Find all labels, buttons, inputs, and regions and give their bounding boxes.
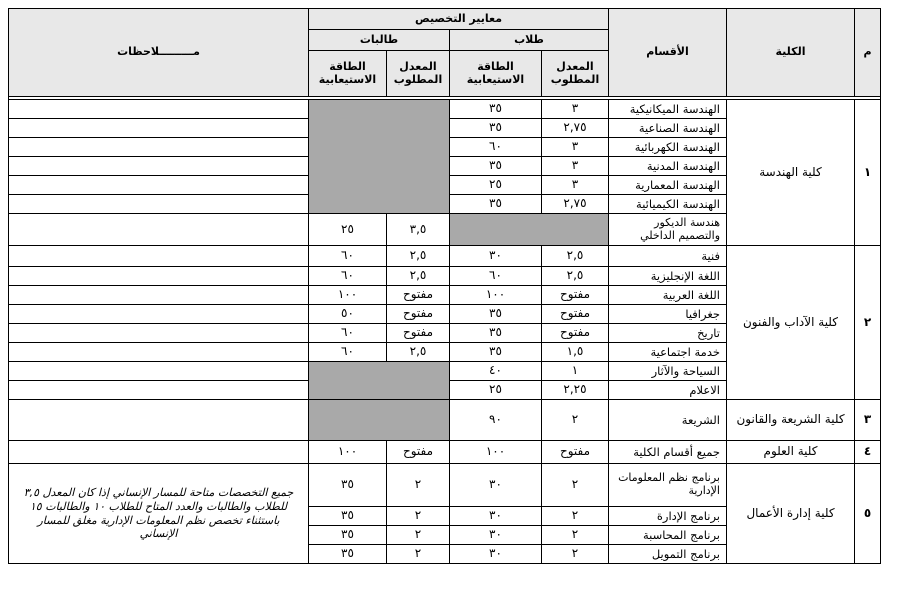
table-row bbox=[9, 464, 881, 507]
female-capacity-cell: ٣٥ bbox=[309, 464, 387, 507]
female-closed-cell bbox=[309, 400, 450, 441]
department-name: الهندسة الصناعية bbox=[609, 119, 727, 138]
header-index: م bbox=[855, 9, 881, 97]
male-capacity-cell: ٣٥ bbox=[450, 195, 542, 214]
header-male-capacity: الطاقة الاستيعابية bbox=[450, 51, 542, 97]
notes-cell bbox=[9, 381, 309, 400]
female-rate-cell: ٢,٥ bbox=[387, 267, 450, 286]
header-female: طالبات bbox=[309, 30, 450, 51]
department-name: جغرافيا bbox=[609, 305, 727, 324]
department-name: الاعلام bbox=[609, 381, 727, 400]
male-capacity-cell: ٣٥ bbox=[450, 343, 542, 362]
criteria-table-wrapper bbox=[8, 8, 881, 564]
department-name: خدمة اجتماعية bbox=[609, 343, 727, 362]
male-rate-cell: ٢,٧٥ bbox=[542, 195, 609, 214]
faculty-name: كلية الهندسة bbox=[727, 100, 855, 246]
department-name: الهندسة المعمارية bbox=[609, 176, 727, 195]
department-name: الشريعة bbox=[609, 400, 727, 441]
notes-cell bbox=[9, 214, 309, 246]
male-capacity-cell: ٣٠ bbox=[450, 507, 542, 526]
female-closed-cell bbox=[309, 100, 450, 214]
department-name: برنامج الإدارة bbox=[609, 507, 727, 526]
allocation-criteria-table bbox=[8, 8, 881, 564]
male-rate-cell: ٢ bbox=[542, 400, 609, 441]
male-capacity-cell: ٢٥ bbox=[450, 381, 542, 400]
male-rate-cell: ٢,٧٥ bbox=[542, 119, 609, 138]
male-rate-cell: ٢ bbox=[542, 545, 609, 564]
header-male: طلاب bbox=[450, 30, 609, 51]
department-name: برنامج التمويل bbox=[609, 545, 727, 564]
male-capacity-cell: ٣٠ bbox=[450, 545, 542, 564]
female-capacity-cell: ٦٠ bbox=[309, 267, 387, 286]
male-capacity-cell: ٦٠ bbox=[450, 267, 542, 286]
department-name: جميع أقسام الكلية bbox=[609, 441, 727, 464]
female-capacity-cell: ٣٥ bbox=[309, 507, 387, 526]
female-capacity-cell: ٦٠ bbox=[309, 324, 387, 343]
table-row bbox=[9, 100, 881, 119]
female-capacity-cell: ٦٠ bbox=[309, 343, 387, 362]
notes-cell bbox=[9, 100, 309, 119]
department-name: السياحة والآثار bbox=[609, 362, 727, 381]
faculty-index: ١ bbox=[855, 100, 881, 246]
female-rate-cell: مفتوح bbox=[387, 286, 450, 305]
department-name: الهندسة الكيميائية bbox=[609, 195, 727, 214]
female-capacity-cell: ٣٥ bbox=[309, 526, 387, 545]
faculty-index: ٤ bbox=[855, 441, 881, 464]
female-rate-cell: ٢,٥ bbox=[387, 343, 450, 362]
department-name: برنامج نظم المعلومات الإدارية bbox=[609, 464, 727, 507]
table-row bbox=[9, 400, 881, 441]
faculty-index: ٢ bbox=[855, 246, 881, 400]
notes-cell bbox=[9, 176, 309, 195]
male-capacity-cell: ١٠٠ bbox=[450, 286, 542, 305]
notes-cell: جميع التخصصات متاحة للمسار الإنساني إذا كان المعدل ٣,٥ للطلاب والطالبات والعدد المتاح للطلاب ١٠ والطالبات ١٥ باستثناء تخصص نظم المعلومات الإدارية مغلق للمسار الإنساني bbox=[9, 464, 309, 564]
male-closed-cell bbox=[450, 214, 609, 246]
female-rate-cell: ٢ bbox=[387, 464, 450, 507]
female-rate-cell: ٢ bbox=[387, 526, 450, 545]
department-name: اللغة العربية bbox=[609, 286, 727, 305]
male-rate-cell: ٣ bbox=[542, 138, 609, 157]
notes-cell bbox=[9, 286, 309, 305]
female-rate-cell: ٣,٥ bbox=[387, 214, 450, 246]
header-departments: الأقسام bbox=[609, 9, 727, 97]
faculty-name: كلية إدارة الأعمال bbox=[727, 464, 855, 564]
header-notes: مـــــــــلاحظات bbox=[9, 9, 309, 97]
notes-cell bbox=[9, 195, 309, 214]
male-rate-cell: ٣ bbox=[542, 157, 609, 176]
male-rate-cell: مفتوح bbox=[542, 305, 609, 324]
male-rate-cell: ٣ bbox=[542, 100, 609, 119]
department-name: تاريخ bbox=[609, 324, 727, 343]
male-rate-cell: مفتوح bbox=[542, 441, 609, 464]
male-capacity-cell: ٣٥ bbox=[450, 157, 542, 176]
male-rate-cell: ٢,٥ bbox=[542, 267, 609, 286]
male-capacity-cell: ٣٥ bbox=[450, 324, 542, 343]
department-name: هندسة الديكور والتصميم الداخلي bbox=[609, 214, 727, 246]
male-rate-cell: ٢ bbox=[542, 507, 609, 526]
male-capacity-cell: ٢٥ bbox=[450, 176, 542, 195]
notes-cell bbox=[9, 157, 309, 176]
female-rate-cell: ٢,٥ bbox=[387, 246, 450, 267]
notes-cell bbox=[9, 246, 309, 267]
notes-cell bbox=[9, 400, 309, 441]
male-rate-cell: ٢,٥ bbox=[542, 246, 609, 267]
male-capacity-cell: ٤٠ bbox=[450, 362, 542, 381]
faculty-name: كلية العلوم bbox=[727, 441, 855, 464]
female-rate-cell: ٢ bbox=[387, 507, 450, 526]
male-rate-cell: مفتوح bbox=[542, 324, 609, 343]
header-female-rate: المعدل المطلوب bbox=[387, 51, 450, 97]
department-name: فنية bbox=[609, 246, 727, 267]
male-capacity-cell: ٣٠ bbox=[450, 246, 542, 267]
header-criteria: معايير التخصيص bbox=[309, 9, 609, 30]
male-capacity-cell: ٣٠ bbox=[450, 526, 542, 545]
notes-cell bbox=[9, 305, 309, 324]
department-name: الهندسة الكهربائية bbox=[609, 138, 727, 157]
male-rate-cell: ٢,٢٥ bbox=[542, 381, 609, 400]
female-rate-cell: مفتوح bbox=[387, 305, 450, 324]
faculty-name: كلية الآداب والفنون bbox=[727, 246, 855, 400]
female-capacity-cell: ٥٠ bbox=[309, 305, 387, 324]
male-capacity-cell: ١٠٠ bbox=[450, 441, 542, 464]
notes-cell bbox=[9, 138, 309, 157]
female-capacity-cell: ٢٥ bbox=[309, 214, 387, 246]
faculty-name: كلية الشريعة والقانون bbox=[727, 400, 855, 441]
male-rate-cell: ٣ bbox=[542, 176, 609, 195]
male-capacity-cell: ٣٥ bbox=[450, 119, 542, 138]
criteria-table-body bbox=[9, 97, 881, 564]
male-capacity-cell: ٦٠ bbox=[450, 138, 542, 157]
faculty-index: ٥ bbox=[855, 464, 881, 564]
table-row bbox=[9, 441, 881, 464]
header-male-rate: المعدل المطلوب bbox=[542, 51, 609, 97]
male-rate-cell: ٢ bbox=[542, 464, 609, 507]
department-name: برنامج المحاسبة bbox=[609, 526, 727, 545]
department-name: الهندسة المدنية bbox=[609, 157, 727, 176]
notes-cell bbox=[9, 441, 309, 464]
male-capacity-cell: ٩٠ bbox=[450, 400, 542, 441]
male-rate-cell: ١,٥ bbox=[542, 343, 609, 362]
notes-cell bbox=[9, 267, 309, 286]
male-capacity-cell: ٣٥ bbox=[450, 100, 542, 119]
female-capacity-cell: ١٠٠ bbox=[309, 441, 387, 464]
notes-cell bbox=[9, 119, 309, 138]
male-rate-cell: ٢ bbox=[542, 526, 609, 545]
male-capacity-cell: ٣٠ bbox=[450, 464, 542, 507]
notes-cell bbox=[9, 324, 309, 343]
header-faculty: الكلية bbox=[727, 9, 855, 97]
notes-cell bbox=[9, 343, 309, 362]
female-capacity-cell: ١٠٠ bbox=[309, 286, 387, 305]
header-female-capacity: الطاقة الاستيعابية bbox=[309, 51, 387, 97]
female-capacity-cell: ٦٠ bbox=[309, 246, 387, 267]
male-rate-cell: مفتوح bbox=[542, 286, 609, 305]
female-rate-cell: مفتوح bbox=[387, 441, 450, 464]
female-capacity-cell: ٣٥ bbox=[309, 545, 387, 564]
female-rate-cell: ٢ bbox=[387, 545, 450, 564]
table-row bbox=[9, 246, 881, 267]
male-rate-cell: ١ bbox=[542, 362, 609, 381]
female-rate-cell: مفتوح bbox=[387, 324, 450, 343]
female-closed-cell bbox=[309, 362, 450, 400]
department-name: اللغة الإنجليزية bbox=[609, 267, 727, 286]
faculty-index: ٣ bbox=[855, 400, 881, 441]
male-capacity-cell: ٣٥ bbox=[450, 305, 542, 324]
notes-cell bbox=[9, 362, 309, 381]
department-name: الهندسة الميكانيكية bbox=[609, 100, 727, 119]
